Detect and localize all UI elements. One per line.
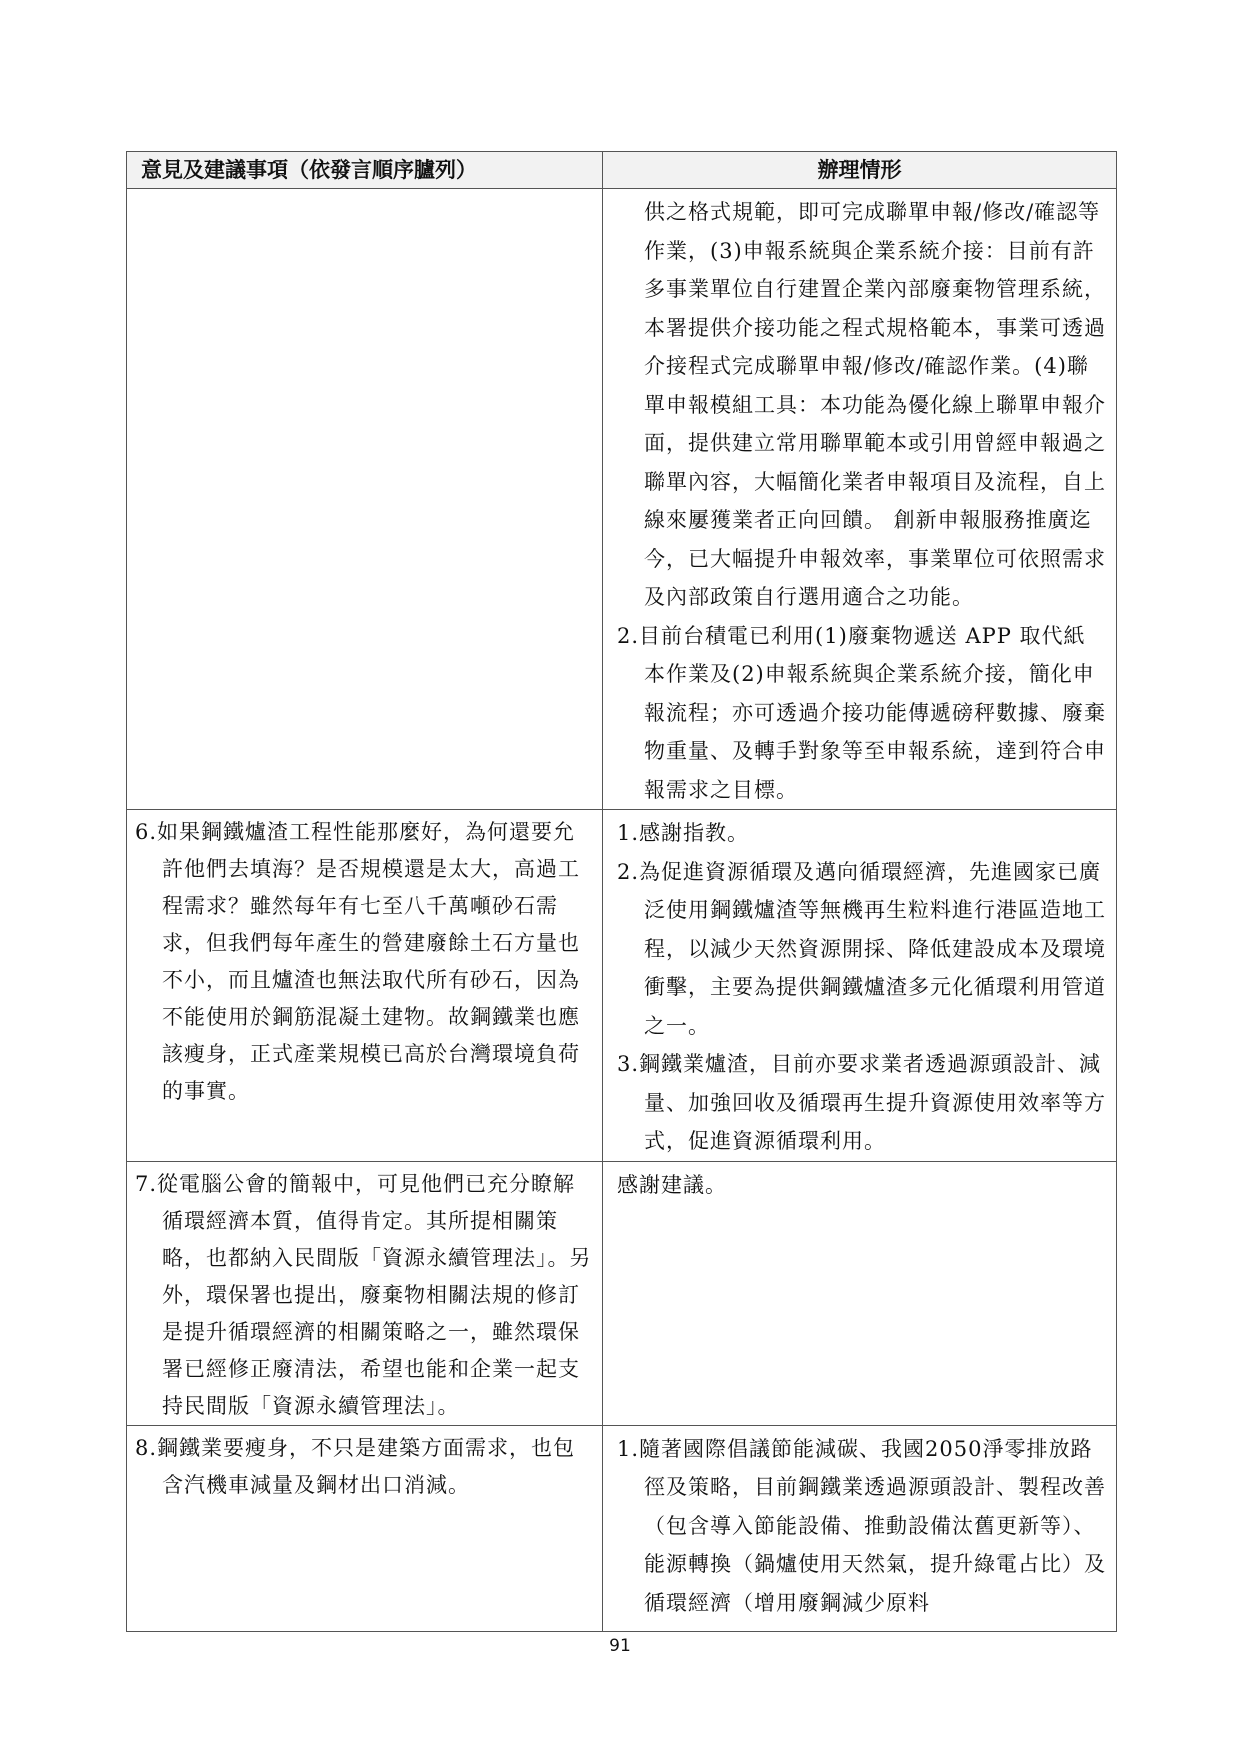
opinion-item-6: 6.如果鋼鐵爐渣工程性能那麼好，為何還要允許他們去填海？是否規模還是太大，高過工程需求？雖然每年有七至八千萬噸砂石需求，但我們每年產生的營建廢餘土石方量也不小，而且爐渣也無法取代所有砂石，因為不能使用於鋼筋混凝土建物。故鋼鐵業也應該瘦身，正式產業規模已高於台灣環境負荷的事實。	[135, 820, 580, 1103]
response-text: 感謝建議。	[617, 1172, 727, 1197]
response-item-3: 3.鋼鐵業爐渣，目前亦要求業者透過源頭設計、減量、加強回收及循環再生提升資源使用效率等方式，促進資源循環利用。	[617, 1052, 1106, 1153]
opinion-response-table	[126, 151, 1117, 1632]
response-item-1: 1.感謝指教。	[617, 821, 750, 845]
opinion-item-7: 7.從電腦公會的簡報中，可見他們已充分瞭解循環經濟本質，值得肯定。其所提相關策略，也都納入民間版「資源永續管理法」。另外，環保署也提出，廢棄物相關法規的修訂是提升循環經濟的相關策略之一，雖然環保署已經修正廢清法，希望也能和企業一起支持民間版「資源永續管理法」。	[135, 1171, 592, 1418]
table-header-row	[127, 152, 1117, 189]
response-item-2: 2.目前台積電已利用(1)廢棄物遞送 APP 取代紙本作業及(2)申報系統與企業系統介接，簡化申報流程；亦可透過介接功能傳遞磅秤數據、廢棄物重量、及轉手對象等至申報系統，達到符合申報需求之目標。	[617, 623, 1106, 802]
header-handling-status: 辦理情形	[603, 152, 1117, 189]
response-cell-7	[603, 1161, 1117, 1425]
opinion-cell-empty	[127, 189, 603, 810]
table-row	[127, 189, 1117, 810]
response-item-2: 2.為促進資源循環及邁向循環經濟，先進國家已廣泛使用鋼鐵爐渣等無機再生粒料進行港區造地工程，以減少天然資源開採、降低建設成本及環境衝擊，主要為提供鋼鐵爐渣多元化循環利用管道之一。	[617, 859, 1106, 1038]
opinion-cell-7	[127, 1161, 603, 1425]
header-opinions: 意見及建議事項（依發言順序臚列）	[127, 152, 603, 189]
page-number: 91	[609, 1636, 631, 1656]
opinion-item-8: 8.鋼鐵業要瘦身，不只是建築方面需求，也包含汽機車減量及鋼材出口消減。	[135, 1435, 576, 1497]
response-item-1: 1.隨著國際倡議節能減碳、我國2050淨零排放路徑及策略，目前鋼鐵業透過源頭設計、製程改善（包含導入節能設備、推動設備汰舊更新等）、能源轉換（鍋爐使用天然氣，提升綠電占比）及循環經濟（增用廢鋼減少原料	[617, 1436, 1106, 1615]
response-cell-8	[603, 1425, 1117, 1631]
table-row	[127, 1161, 1117, 1425]
opinion-cell-8	[127, 1425, 603, 1631]
response-cell-6	[603, 810, 1117, 1162]
opinion-cell-6	[127, 810, 603, 1162]
response-continuation: 供之格式規範，即可完成聯單申報/修改/確認等作業，(3)申報系統與企業系統介接：目前有許多事業單位自行建置企業內部廢棄物管理系統，本署提供介接功能之程式規格範本，事業可透過介接程式完成聯單申報/修改/確認作業。(4)聯單申報模組工具：本功能為優化線上聯單申報介面，提供建立常用聯單範本或引用曾經申報過之聯單內容，大幅簡化業者申報項目及流程，自上線來屢獲業者正向回饋。 創新申報服務推廣迄今，已大幅提升申報效率，事業單位可依照需求及內部政策自行選用適合之功能。	[644, 200, 1106, 609]
response-cell	[603, 189, 1117, 810]
table-row	[127, 1425, 1117, 1631]
table-row	[127, 810, 1117, 1162]
